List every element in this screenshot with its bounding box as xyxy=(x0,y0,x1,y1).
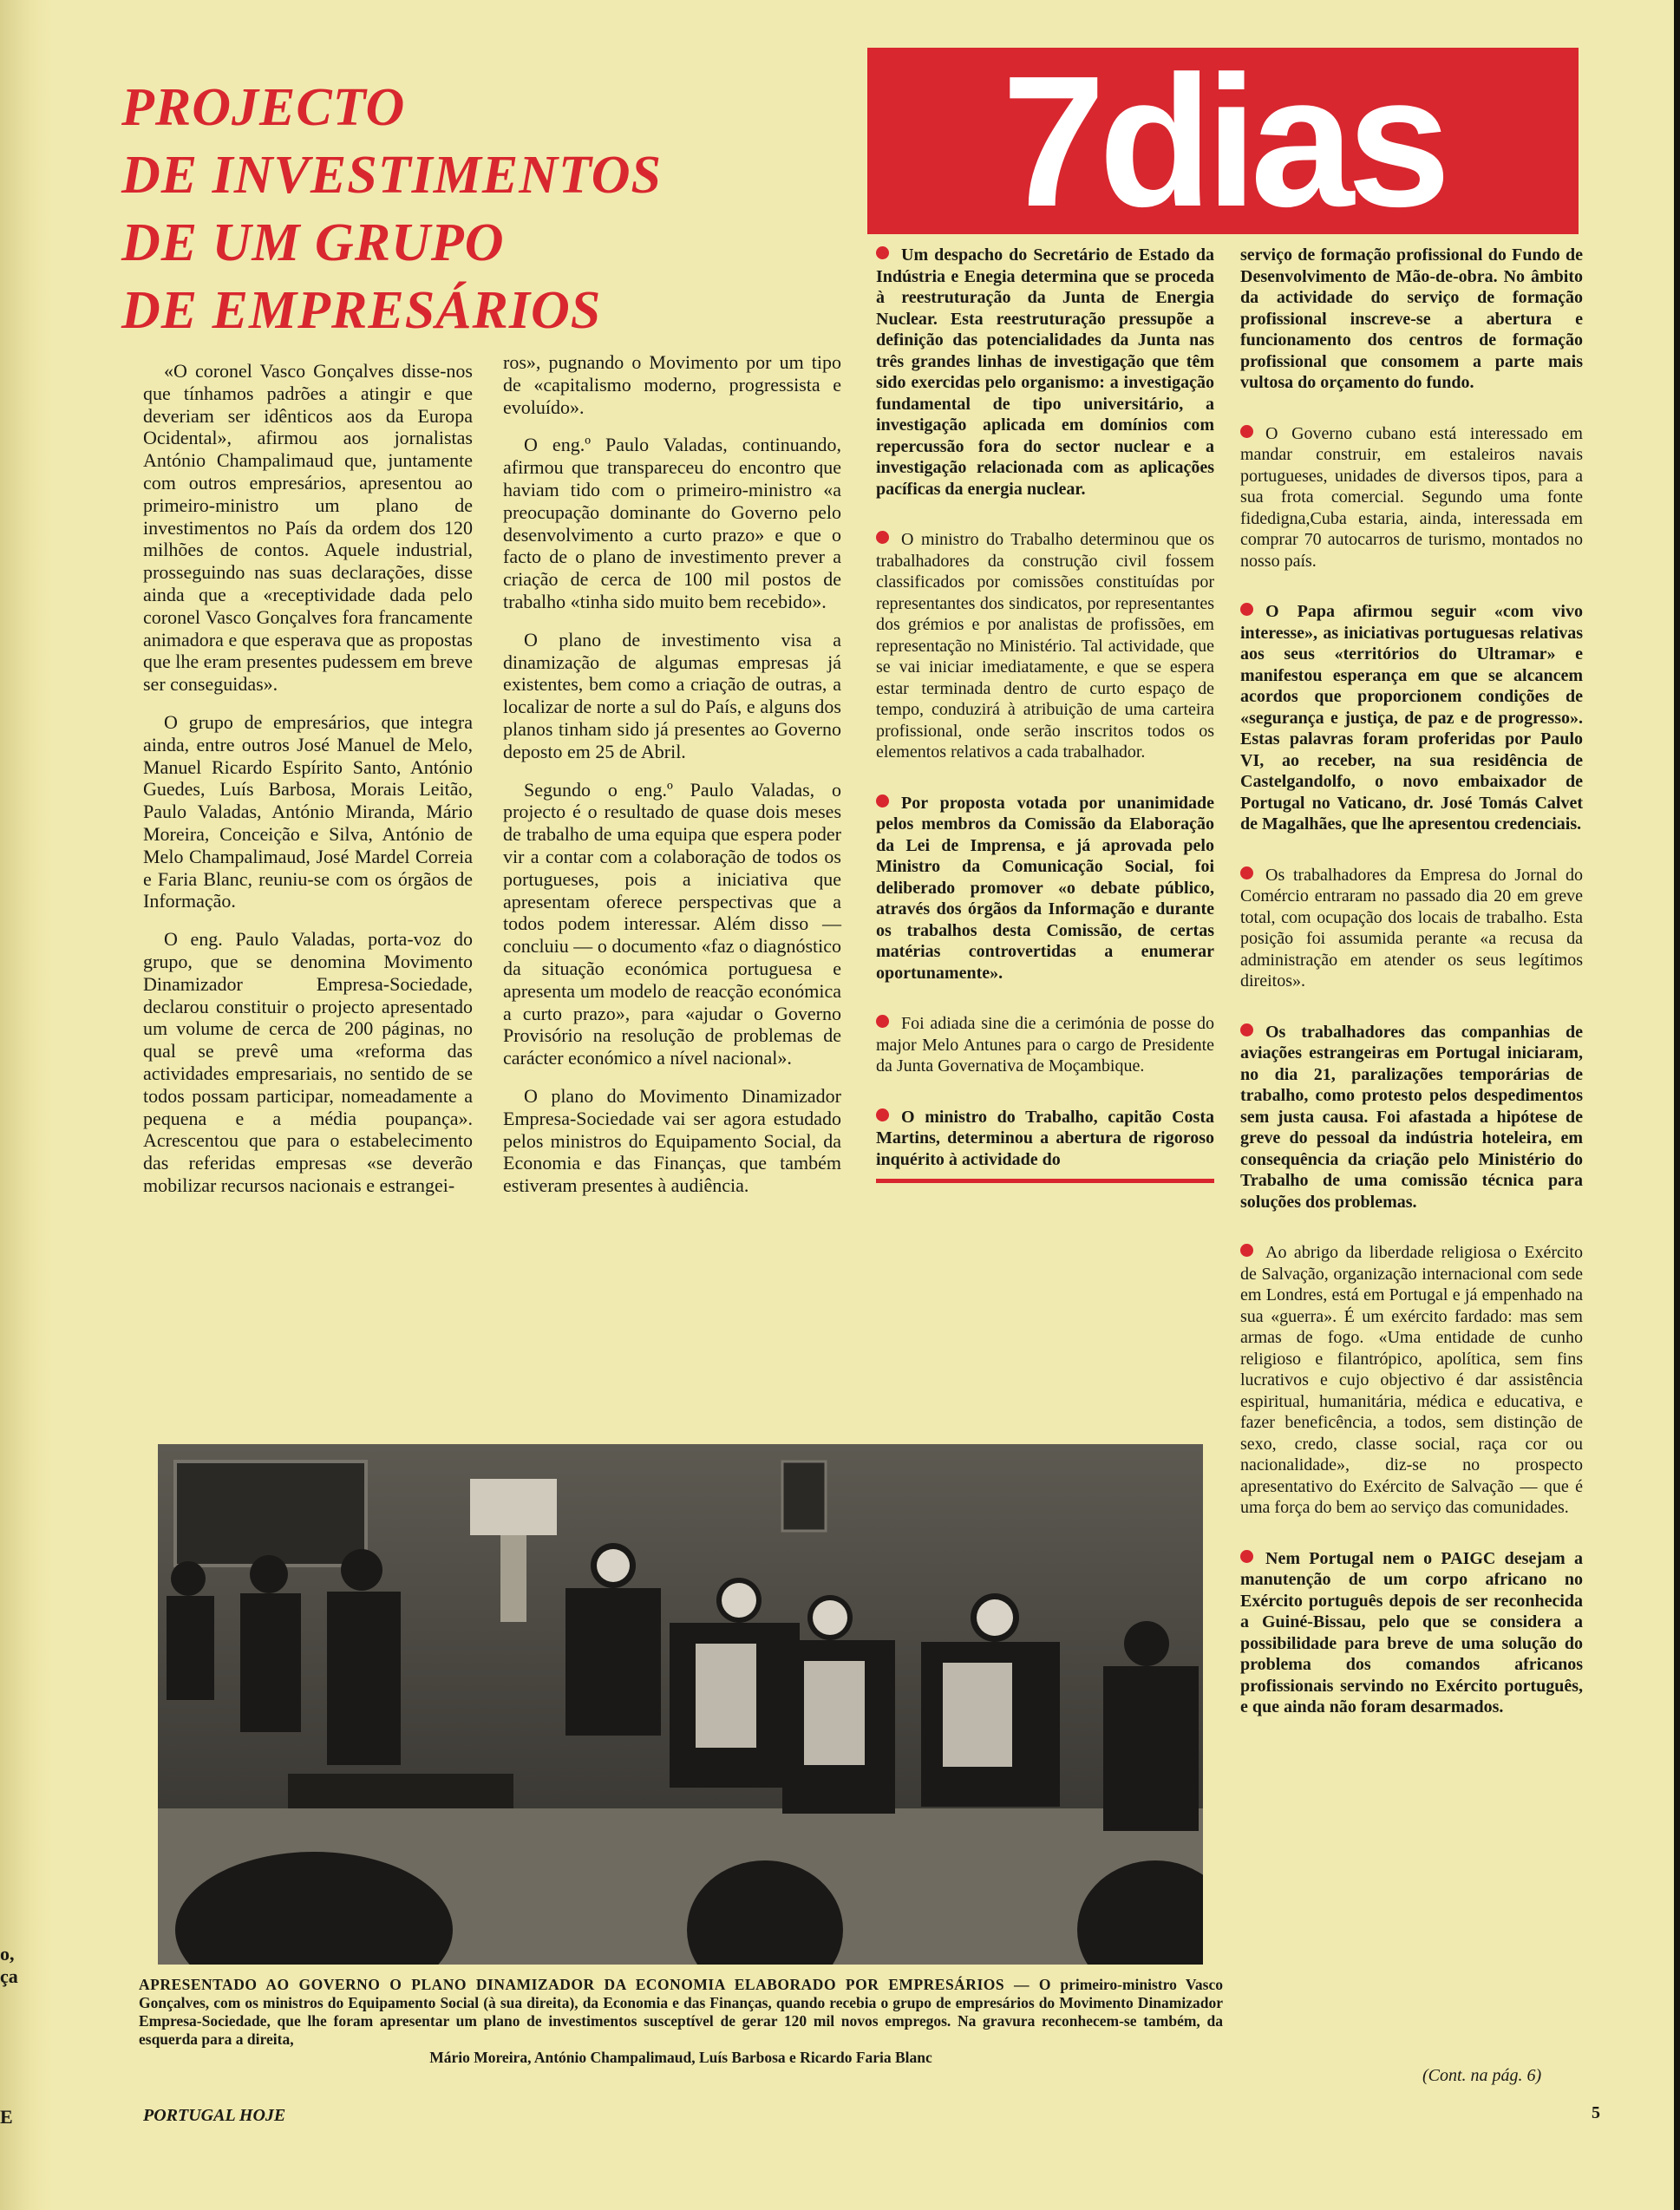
news-item xyxy=(1240,865,1583,992)
news-item xyxy=(1240,423,1583,572)
bullet-dot-icon xyxy=(876,1108,889,1121)
bullet-dot-icon xyxy=(1240,603,1253,616)
article-column-2 xyxy=(503,351,841,1213)
continued-note: (Cont. na pág. 6) xyxy=(1422,2066,1542,2085)
news-item-text: Nem Portugal nem o PAIGC desejam a manutenção de um corpo africano no Exército português depois de ser reconhecida a Guiné-Bissau, pelo que se considera a possibilidade para breve de uma solução do problema dos comandos africanos profissionais servindo no Exército português, e que ainda não foram desarmados. xyxy=(1240,1548,1583,1716)
news-item-text: Os trabalhadores da Empresa do Jornal do Comércio entraram no passado dia 20 em greve total, com ocupação dos locais de trabalho. Esta posição foi assumida perante «a recusa da administração em atender os seus legítimos direitos». xyxy=(1240,865,1583,991)
caption-title: APRESENTADO AO GOVERNO O PLANO DINAMIZADOR DA ECONOMIA ELABORADO POR EMPRESÁRIOS — O xyxy=(139,1976,1051,1993)
news-item xyxy=(1240,1022,1583,1213)
bullet-dot-icon xyxy=(876,794,889,808)
headline-line: DE EMPRESÁRIOS xyxy=(121,281,602,340)
news-item xyxy=(1240,1242,1583,1519)
publication-footer: PORTUGAL HOJE xyxy=(143,2106,286,2125)
page-fold-shadow xyxy=(0,0,52,2210)
margin-fragment: E xyxy=(0,2106,13,2128)
article-paragraph: Segundo o eng.º Paulo Valadas, o projecto é o resultado de quase dois meses de trabalho de uma equipa que espera poder vir a contar com a colaboração de todos os portugueses, pois a iniciativa que apresentam oferece perspectivas que a todos podem interessar. Além disso — concluiu — o documento «faz o diagnóstico da situação económica portuguesa e apresenta um modelo de reacção económica a curto prazo», para «ajudar o Governo Provisório na resolução de problemas de carácter económico a nível nacional». xyxy=(503,778,841,1069)
article-paragraph: O eng.º Paulo Valadas, continuando, afirmou que transpareceu do encontro que haviam tido com o primeiro-ministro «a preocupação dominante do Governo pelo desenvolvimento a curto prazo» e que o facto de o plano de investimento prever a criação de cerca de 100 mil postos de trabalho «tinha sido muito bem recebido». xyxy=(503,434,841,612)
caption-body: primeiro-ministro Vasco Gonçalves, com os ministros do Equipamento Social (à sua direita), da Economia e das Finanças, quando recebia o grupo de empresários do Movimento Dinamizador Empresa-Sociedade, que lhe foram apresentar um plano de investimentos susceptível de gerar 120 mil novos empregos. Na gravura reconhecem-se também, da esquerda para a direita, xyxy=(139,1976,1224,2048)
bullet-dot-icon xyxy=(876,246,889,259)
margin-fragment: ça xyxy=(0,1965,18,1987)
photo-caption xyxy=(139,1976,1223,2067)
news-item-text: O Governo cubano está interessado em mandar construir, em estaleiros navais portugueses, unidades de diversos tipos, para a sua frota comercial. Segundo uma fonte fidedigna,Cuba estaria, ainda, interessada em comprar 70 autocarros de turismo, montados no nosso país. xyxy=(1240,423,1583,571)
headline-line: DE INVESTIMENTOS xyxy=(121,146,662,205)
news-item-text: O ministro do Trabalho, capitão Costa Martins, determinou a abertura de rigoroso inquérito à actividade do xyxy=(876,1107,1214,1169)
news-brief-column-2 xyxy=(1240,245,1583,1748)
caption-names: Mário Moreira, António Champalimaud, Luís Barbosa e Ricardo Faria Blanc xyxy=(429,2049,932,2066)
news-item-text: Ao abrigo da liberdade religiosa o Exército de Salvação, organização internacional com sede em Londres, está em Portugal e já empenhado na sua «guerra». É um exército fardado: mas sem armas de fogo. «Uma entidade de cunho religioso e filantrópico, apolítica, sem fins lucrativos e cujo objectivo é dar assistência espiritual, humanitária, médica e educativa, e fazer beneficência, a todos, sem distinção de sexo, credo, classe social, raça cor ou nacionalidade», diz-se no prospecto apresentativo do Exército de Salvação — que é uma força do bem ao serviço das comunidades. xyxy=(1240,1243,1583,1517)
bullet-dot-icon xyxy=(1240,1244,1253,1257)
news-item xyxy=(876,1107,1214,1171)
article-paragraph: ros», pugnando o Movimento por um tipo de «capitalismo moderno, progressista e evoluído». xyxy=(503,351,841,418)
bullet-dot-icon xyxy=(1240,866,1253,879)
article-paragraph: O grupo de empresários, que integra ainda, entre outros José Manuel de Melo, Manuel Ricardo Espírito Santo, António Guedes, Luís Barbosa, Morais Leitão, Paulo Valadas, António Miranda, Mário Moreira, Conceição e Silva, António de Melo Champalimaud, José Mardel Correia e Faria Blanc, reuniu-se com os órgãos de Informação. xyxy=(143,710,473,912)
news-item xyxy=(1240,601,1583,835)
bullet-dot-icon xyxy=(1240,425,1253,438)
headline-line: DE UM GRUPO xyxy=(121,213,505,272)
article-headline xyxy=(121,74,867,344)
headline-line: PROJECTO xyxy=(121,78,406,137)
news-item-continued: serviço de formação profissional do Fundo de Desenvolvimento de Mão-de-obra. No âmbito da actividade do serviço de formação profissional inscreve-se a abertura e funcionamento dos centros de formação profissional que consomem a parte mais vultosa do orçamento do fundo. xyxy=(1240,245,1583,392)
bullet-dot-icon xyxy=(1240,1550,1253,1563)
news-photograph xyxy=(158,1444,1203,1965)
news-item xyxy=(876,529,1214,763)
news-item xyxy=(876,245,1214,500)
page-number: 5 xyxy=(1592,2103,1600,2122)
article-paragraph: O plano do Movimento Dinamizador Empresa-Sociedade vai ser agora estudado pelos ministros do Equipamento Social, da Economia e das Finanças, que também estiveram presentes à audiência. xyxy=(503,1084,841,1197)
bullet-dot-icon xyxy=(1240,1023,1253,1036)
news-item xyxy=(876,793,1214,984)
bullet-dot-icon xyxy=(876,531,889,544)
article-paragraph: O eng. Paulo Valadas, porta-voz do grupo, que se denomina Movimento Dinamizador Empresa-Sociedade, declarou constituir o projecto apresentado um volume de cerca de 200 páginas, no qual se prevê uma «reforma das actividades empresariais, no sentido de se todos possam participar, nomeadamente a pequena e a média poupança». Acrescentou que para o estabelecimento das referidas empresas «se deverão mobilizar recursos nacionais e estrangei- xyxy=(143,928,473,1196)
bullet-dot-icon xyxy=(876,1015,889,1028)
margin-fragment: o, xyxy=(0,1943,15,1965)
news-item-text: Por proposta votada por unanimidade pelos membros da Comissão da Elaboração da Lei de Imprensa, e já aprovada pelo Ministro da Comunicação Social, foi deliberado promover «o debate público, através dos órgãos da Informação e durante os trabalhos desta Comissão, de certas matérias controvertidas a enumerar oportunamente». xyxy=(876,793,1214,983)
news-item xyxy=(876,1013,1214,1077)
news-item-text: O ministro do Trabalho determinou que os trabalhadores da construção civil fossem classificados por comissões constituídas por representantes dos sindicatos, por representantes dos grémios e por analistas de profissões, em representação no Ministério. Tal actividade, que se vai iniciar imediatamente, e que se espera estar terminada dentro de curto espaço de tempo, conduzirá à atribuição de uma carteira profissional, onde serão inscritos todos os elementos relativos a cada trabalhador. xyxy=(876,530,1214,762)
article-paragraph: «O coronel Vasco Gonçalves disse-nos que tínhamos padrões a atingir e que deveriam ser idênticos aos da Europa Ocidental», afirmou aos jornalistas António Champalimaud que, juntamente com outros empresários, apresentou ao primeiro-ministro um plano de investimentos no País da ordem dos 120 milhões de contos. Aquele industrial, prosseguindo nas suas declarações, disse ainda que a «receptividade dada pelo coronel Vasco Gonçalves fora francamente animadora e que esperava que as propostas que lhe eram presentes pudessem em breve ser conseguidas». xyxy=(143,360,473,696)
news-item-text: O Papa afirmou seguir «com vivo interesse», as iniciativas portuguesas relativas aos seus «territórios do Ultramar» e manifestou esperança em que se alcancem acordos que proporcionem condições de «segurança e justiça, de paz e de progresso». Estas palavras foram proferidas por Paulo VI, ao receber, na sua residência de Castelgandolfo, o novo embaixador de Portugal no Vaticano, dr. José Tomás Calvet de Magalhães, que lhe apresentou credenciais. xyxy=(1240,602,1583,834)
news-item xyxy=(1240,1548,1583,1718)
article-column-1 xyxy=(143,360,473,1213)
news-item-text: Os trabalhadores das companhias de aviações estrangeiras em Portugal iniciaram, no dia 21, paralizações temporárias de trabalho, como protesto pelos despedimentos sem justa causa. Foi afastada a hipótese de greve do pessoal da indústria hoteleira, em consequência da criação pelo Ministério do Trabalho de uma comissão técnica para soluções dos problemas. xyxy=(1240,1022,1583,1212)
news-brief-column-1 xyxy=(876,245,1214,1214)
news-item-text: Um despacho do Secretário de Estado da Indústria e Enegia determina que se proceda à reestruturação da Junta de Energia Nuclear. Esta reestruturação pressupõe a definição das potencialidades da Junta nas três grandes linhas de investigação que têm sido exercidas pelo organismo: a investigação fundamental de tipo universitário, a investigação aplicada em domínios com repercussão fora do sector nuclear e a investigação relacionada com as aplicações pacíficas da energia nuclear. xyxy=(876,245,1214,499)
section-divider xyxy=(876,1179,1214,1183)
news-item-text: Foi adiada sine die a cerimónia de posse do major Melo Antunes para o cargo de Presidente da Junta Governativa de Moçambique. xyxy=(876,1014,1214,1076)
article-paragraph: O plano de investimento visa a dinamização de algumas empresas já existentes, bem como a criação de outras, a localizar de norte a sul do País, e alguns dos planos tinham sido já presentes ao Governo deposto em 25 de Abril. xyxy=(503,628,841,762)
meeting-photo-illustration xyxy=(158,1444,1203,1965)
section-masthead: 7dias xyxy=(867,48,1579,234)
